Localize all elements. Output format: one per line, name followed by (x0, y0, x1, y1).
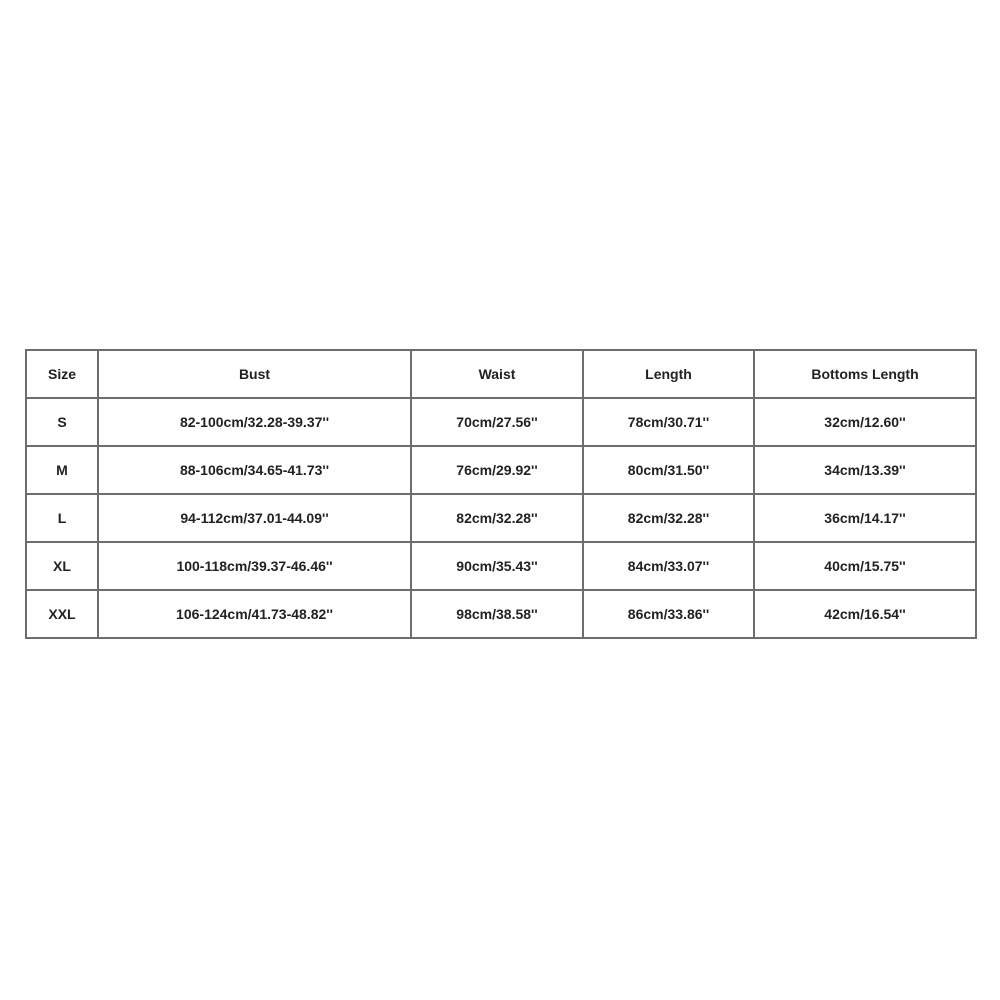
cell-bottoms-length: 36cm/14.17'' (754, 494, 976, 542)
cell-waist: 82cm/32.28'' (411, 494, 583, 542)
cell-waist: 90cm/35.43'' (411, 542, 583, 590)
cell-length: 84cm/33.07'' (583, 542, 754, 590)
table-row (26, 446, 976, 494)
size-chart-table (25, 349, 977, 639)
cell-bust: 88-106cm/34.65-41.73'' (98, 446, 411, 494)
cell-waist: 76cm/29.92'' (411, 446, 583, 494)
cell-size: XL (26, 542, 98, 590)
cell-waist: 98cm/38.58'' (411, 590, 583, 638)
table-row (26, 494, 976, 542)
cell-bottoms-length: 32cm/12.60'' (754, 398, 976, 446)
cell-length: 86cm/33.86'' (583, 590, 754, 638)
cell-bust: 106-124cm/41.73-48.82'' (98, 590, 411, 638)
cell-bottoms-length: 40cm/15.75'' (754, 542, 976, 590)
header-bottoms-length: Bottoms Length (754, 350, 976, 398)
cell-bust: 100-118cm/39.37-46.46'' (98, 542, 411, 590)
cell-bust: 82-100cm/32.28-39.37'' (98, 398, 411, 446)
cell-size: L (26, 494, 98, 542)
cell-length: 82cm/32.28'' (583, 494, 754, 542)
cell-bottoms-length: 42cm/16.54'' (754, 590, 976, 638)
cell-size: S (26, 398, 98, 446)
cell-waist: 70cm/27.56'' (411, 398, 583, 446)
cell-length: 78cm/30.71'' (583, 398, 754, 446)
header-size: Size (26, 350, 98, 398)
cell-bottoms-length: 34cm/13.39'' (754, 446, 976, 494)
table-row (26, 590, 976, 638)
cell-length: 80cm/31.50'' (583, 446, 754, 494)
cell-size: XXL (26, 590, 98, 638)
header-waist: Waist (411, 350, 583, 398)
table-row (26, 542, 976, 590)
cell-size: M (26, 446, 98, 494)
header-length: Length (583, 350, 754, 398)
cell-bust: 94-112cm/37.01-44.09'' (98, 494, 411, 542)
table-row (26, 398, 976, 446)
table-header-row (26, 350, 976, 398)
header-bust: Bust (98, 350, 411, 398)
